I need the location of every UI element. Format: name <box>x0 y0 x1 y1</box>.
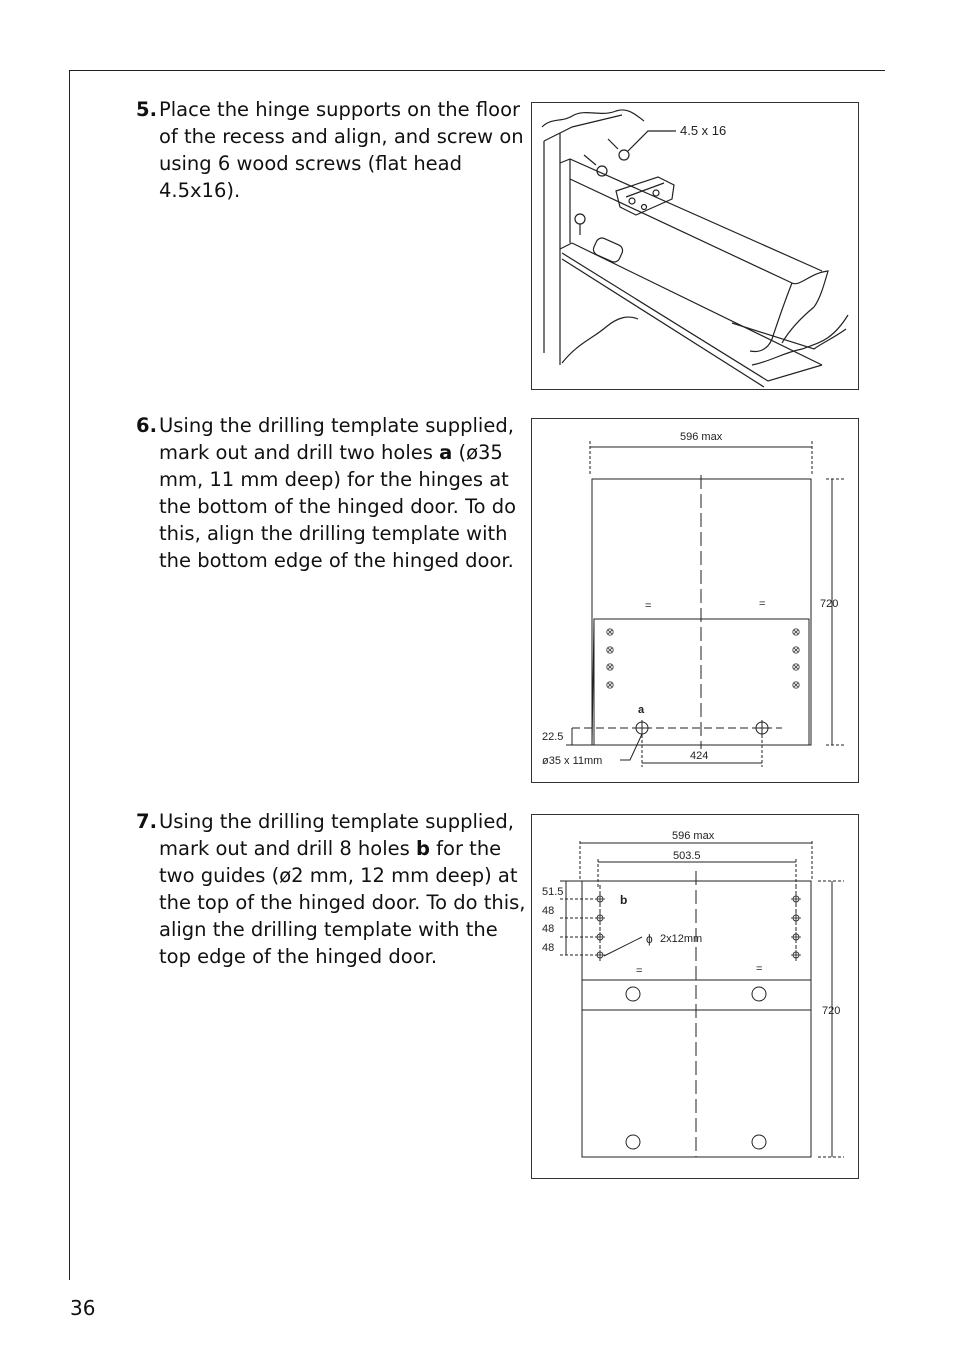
step-text-part: (ø35 mm, 11 mm deep) for the hinges at the bottom of the hinged door. To do this, align the drilling template with the bottom edge of the hinged door. <box>159 441 517 572</box>
offset-dimension: 22.5 <box>542 731 564 743</box>
hole-b-label: b <box>620 893 628 907</box>
offset-dimension: 48 <box>542 942 555 954</box>
step-7 <box>136 808 528 970</box>
equal-mark-left: = <box>645 600 652 612</box>
step-text: Place the hinge supports on the floor of the recess and align, and screw on using 6 wood screws (flat head 4.5x16). <box>159 98 524 202</box>
step-text-part: Using the drilling template supplied, mark out and drill 8 holes <box>159 810 514 860</box>
template-marks <box>607 629 799 688</box>
offset-dimension: 48 <box>542 905 555 917</box>
hole-letter: a <box>439 441 453 464</box>
step-text <box>136 808 528 970</box>
guide-drilling-template-drawing <box>532 815 858 1178</box>
hole-letter: b <box>416 837 430 860</box>
screw-size-label: 4.5 x 16 <box>680 123 727 138</box>
hinge-drilling-template-figure <box>531 418 859 783</box>
equal-mark-right: = <box>756 963 763 975</box>
height-dimension: 720 <box>822 1005 841 1017</box>
hinge-support-figure <box>531 102 859 390</box>
step-number: 5. <box>136 98 157 121</box>
step-text-part: Using the drilling template supplied, mark out and drill two holes <box>159 414 514 464</box>
hinge-drilling-template-drawing <box>532 419 858 782</box>
drill-size-label: 2x12mm <box>660 933 703 945</box>
step-5 <box>136 96 528 204</box>
width-dimension: 596 max <box>672 830 715 842</box>
left-margin-rule <box>69 70 70 1280</box>
step-6 <box>136 412 528 574</box>
step-number: 7. <box>136 810 157 833</box>
offset-dimension: 51.5 <box>542 886 564 898</box>
hole-a-label: a <box>638 704 645 716</box>
equal-mark-right: = <box>759 598 766 610</box>
drill-diameter-symbol: ϕ <box>646 932 653 946</box>
equal-mark-left: = <box>636 965 643 977</box>
guide-drilling-template-figure <box>531 814 859 1179</box>
height-dimension: 720 <box>820 598 839 610</box>
step-text-part: for the two guides (ø2 mm, 12 mm deep) at the top of the hinged door. To do this, align the drilling template with the top edge of the hinged door. <box>159 837 526 968</box>
hinge-support-drawing <box>532 103 858 389</box>
offset-dimension: 48 <box>542 923 555 935</box>
width-dimension: 596 max <box>680 431 723 443</box>
spacing-dimension: 424 <box>690 750 709 762</box>
step-text <box>136 412 528 574</box>
drill-size-label: ø35 x 11mm <box>542 755 603 767</box>
page-number: 36 <box>70 1296 96 1320</box>
spacing-dimension: 503.5 <box>673 850 701 862</box>
top-rule <box>69 70 885 71</box>
step-number: 6. <box>136 414 157 437</box>
